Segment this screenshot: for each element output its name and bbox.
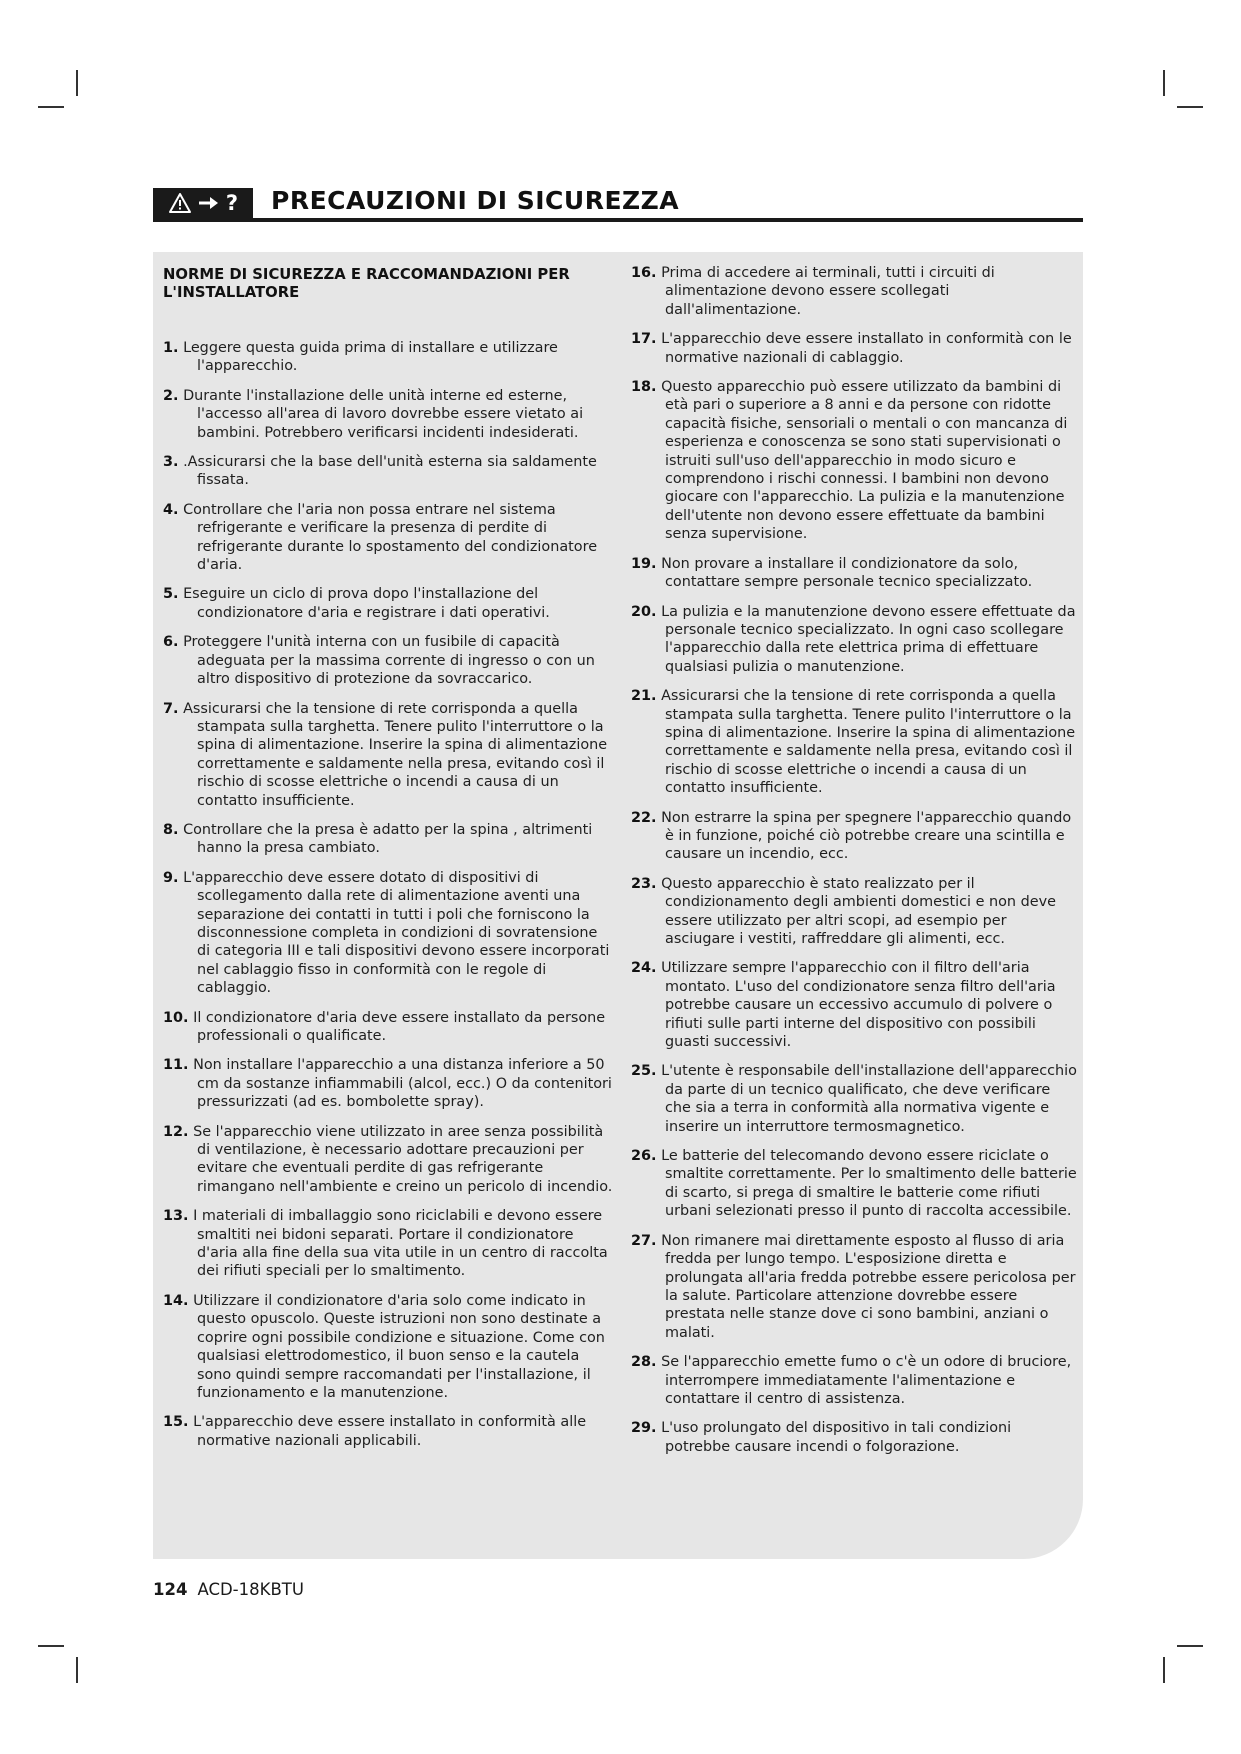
item-text: I materiali di imballaggio sono riciclabili e devono essere smaltiti nei bidoni separati. Portare il condizionatore d'aria alla fine della sua vita utile in un centro di raccolta dei rifiuti speciali per lo smaltimento.: [193, 1208, 608, 1280]
safety-item: [631, 378, 1079, 544]
item-number: 13.: [163, 1208, 189, 1225]
warning-triangle-icon: [168, 192, 192, 214]
item-number: 27.: [631, 1232, 657, 1249]
left-item-list: [163, 339, 615, 1450]
safety-item: [163, 1413, 615, 1450]
item-number: 1.: [163, 340, 179, 356]
safety-item: [631, 687, 1079, 797]
item-text: Non rimanere mai direttamente esposto al flusso di aria fredda per lungo tempo. L'esposizione diretta e prolungata all'aria fredda potrebbe essere pericolosa per la salute. Particolare attenzione dovrebbe essere prestata nelle stanze dove ci sono bambini, anziani o malati.: [661, 1232, 1076, 1341]
crop-mark-bottom-right-h: [1177, 1645, 1203, 1647]
item-number: 14.: [163, 1292, 189, 1309]
item-text: Non installare l'apparecchio a una distanza inferiore a 50 cm da sostanze infiammabili (alcol, ecc.) O da contenitori pressurizzati (ad es. bombolette spray).: [193, 1057, 612, 1111]
item-number: 25.: [631, 1063, 657, 1080]
page-footer: [153, 1580, 304, 1599]
item-number: 4.: [163, 501, 179, 518]
item-number: 24.: [631, 960, 657, 977]
item-number: 18.: [631, 379, 657, 396]
item-text: Leggere questa guida prima di installare e utilizzare l'apparecchio.: [183, 340, 558, 375]
safety-item: [631, 264, 1079, 319]
content-panel: [153, 252, 1083, 1559]
question-mark-icon: ?: [225, 191, 239, 215]
item-text: L'apparecchio deve essere installato in conformità con le normative nazionali di cablaggio.: [661, 331, 1072, 366]
left-column: [163, 252, 615, 1461]
item-text: L'apparecchio deve essere installato in conformità alle normative nazionali applicabili.: [193, 1414, 587, 1449]
model-code: ACD-18KBTU: [197, 1580, 304, 1599]
safety-item: [163, 501, 615, 575]
item-number: 9.: [163, 869, 179, 886]
item-text: Assicurarsi che la tensione di rete corrisponda a quella stampata sulla targhetta. Tenere pulito l'interruttore o la spina di alimentazione. Inserire la spina di alimentazione correttamente e saldamente nella presa, evitando così il rischio di scosse elettriche o incendi a causa di un contatto insufficiente.: [661, 688, 1076, 797]
item-text: Utilizzare il condizionatore d'aria solo come indicato in questo opuscolo. Queste istruzioni non sono destinate a coprire ogni possibile condizione e situazione. Come con qualsiasi elettrodomestico, il buon senso e la cautela sono quindi sempre raccomandati per l'installazione, il funzionamento e la manutenzione.: [193, 1292, 605, 1401]
safety-item: [163, 700, 615, 810]
item-number: 11.: [163, 1057, 189, 1074]
page-number: 124: [153, 1580, 188, 1599]
crop-mark-top-right-v: [1163, 70, 1165, 96]
safety-item: [163, 387, 615, 442]
safety-item: [163, 1207, 615, 1281]
safety-item: [631, 1232, 1079, 1342]
safety-item: [631, 1353, 1079, 1408]
safety-item: [163, 633, 615, 688]
item-number: 16.: [631, 265, 657, 281]
safety-item: [163, 1123, 615, 1197]
item-text: Eseguire un ciclo di prova dopo l'installazione del condizionatore d'aria e registrare i dati operativi.: [183, 586, 550, 621]
header-rule: [153, 218, 1083, 222]
item-text: Se l'apparecchio viene utilizzato in aree senza possibilità di ventilazione, è necessario adottare precauzioni per evitare che eventuali perdite di gas refrigerante rimangano nell'ambiente e creino un pericolo di incendio.: [193, 1123, 613, 1195]
item-text: Assicurarsi che la tensione di rete corrisponda a quella stampata sulla targhetta. Tenere pulito l'interruttore o la spina di alimentazione. Inserire la spina di alimentazione correttamente e saldamente nella presa, evitando così il rischio di scosse elettriche o incendi a causa di un contatto insufficiente.: [183, 700, 608, 809]
item-text: Questo apparecchio può essere utilizzato da bambini di età pari o superiore a 8 anni e da persone con ridotte capacità fisiche, sensoriali o mentali o con mancanza di esperienza e conoscenza se sono stati supervisionati o istruiti sull'uso dell'apparecchio in modo sicuro e comprendono i rischi connessi. I bambini non devono giocare con l'apparecchio. La pulizia e la manutenzione dell'utente non devono essere effettuate da bambini senza supervisione.: [661, 379, 1068, 543]
item-number: 12.: [163, 1123, 189, 1140]
safety-item: [163, 585, 615, 622]
item-number: 17.: [631, 331, 657, 348]
item-text: Utilizzare sempre l'apparecchio con il filtro dell'aria montato. L'uso del condizionatore senza filtro dell'aria potrebbe causare un eccessivo accumulo di polvere o rifiuti sulle parti interne del dispositivo con possibili guasti successivi.: [661, 960, 1056, 1051]
item-text: L'utente è responsabile dell'installazione dell'apparecchio da parte di un tecnico qualificato, che deve verificare che sia a terra in conformità alla normativa vigente e inserire un interruttore termosmagnetico.: [661, 1063, 1077, 1135]
item-number: 5.: [163, 586, 179, 603]
item-number: 2.: [163, 387, 179, 404]
item-number: 7.: [163, 700, 179, 717]
item-number: 6.: [163, 634, 179, 651]
section-title: NORME DI SICUREZZA E RACCOMANDAZIONI PER L'INSTALLATORE: [163, 266, 570, 301]
safety-item: [631, 330, 1079, 367]
safety-item: [163, 821, 615, 858]
item-text: Controllare che la presa è adatto per la spina , altrimenti hanno la presa cambiato.: [183, 821, 593, 857]
item-text: Prima di accedere ai terminali, tutti i circuiti di alimentazione devono essere scollegati dall'alimentazione.: [661, 265, 995, 318]
item-number: 22.: [631, 809, 657, 826]
item-number: 15.: [163, 1414, 189, 1431]
safety-item: [631, 959, 1079, 1051]
item-number: 29.: [631, 1420, 657, 1437]
safety-item: [631, 1147, 1079, 1221]
safety-item: [163, 1009, 615, 1046]
item-number: 20.: [631, 603, 657, 620]
safety-item: [631, 555, 1079, 592]
safety-item: [631, 809, 1079, 864]
safety-item: [631, 603, 1079, 677]
item-text: L'apparecchio deve essere dotato di dispositivi di scollegamento dalla rete di alimentazione aventi una separazione dei contatti in tutti i poli che forniscono la disconnessione completa in condizioni di sovratensione di categoria III e tali dispositivi devono essere incorporati nel cablaggio fisso in conformità con le regole di cablaggio.: [183, 869, 610, 997]
safety-item: [631, 1062, 1079, 1136]
item-text: Il condizionatore d'aria deve essere installato da persone professionali o qualificate.: [193, 1009, 606, 1044]
item-text: Durante l'installazione delle unità interne ed esterne, l'accesso all'area di lavoro dovrebbe essere vietato ai bambini. Potrebbero verificarsi incidenti indesiderati.: [183, 387, 584, 441]
safety-item: [163, 453, 615, 490]
item-text: Se l'apparecchio emette fumo o c'è un odore di bruciore, interrompere immediatamente l'alimentazione e contattare il centro di assistenza.: [661, 1354, 1072, 1407]
safety-item: [631, 1419, 1079, 1456]
crop-mark-top-left-h: [38, 106, 64, 108]
item-text: Controllare che l'aria non possa entrare nel sistema refrigerante e verificare la presenza di perdite di refrigerante durante lo spostamento del condizionatore d'aria.: [183, 501, 598, 574]
crop-mark-bottom-left-v: [76, 1657, 78, 1683]
right-item-list: [631, 264, 1079, 1456]
item-number: 28.: [631, 1354, 657, 1371]
safety-item: [631, 875, 1079, 949]
item-text: Proteggere l'unità interna con un fusibile di capacità adeguata per la massima corrente di ingresso o con un altro dispositivo di protezione da sovraccarico.: [183, 634, 595, 688]
crop-mark-top-left-v: [76, 70, 78, 96]
safety-item: [163, 339, 615, 376]
item-number: 10.: [163, 1009, 189, 1026]
item-number: 8.: [163, 821, 179, 838]
right-column: [631, 252, 1079, 1467]
item-number: 26.: [631, 1148, 657, 1165]
item-text: .Assicurarsi che la base dell'unità esterna sia saldamente fissata.: [183, 454, 597, 489]
item-text: La pulizia e la manutenzione devono essere effettuate da personale tecnico specializzato. In ogni caso scollegare l'apparecchio dalla rete elettrica prima di effettuare qualsiasi pulizia o manutenzione.: [661, 603, 1076, 675]
item-number: 19.: [631, 555, 657, 572]
item-text: Non provare a installare il condizionatore da solo, contattare sempre personale tecnico specializzato.: [661, 555, 1033, 591]
item-text: Questo apparecchio è stato realizzato per il condizionamento degli ambienti domestici e non deve essere utilizzato per altri scopi, ad esempio per asciugare i vestiti, raffreddare gli alimenti, ecc.: [661, 875, 1056, 947]
safety-item: [163, 1292, 615, 1402]
section-header: [153, 188, 1083, 222]
arrow-right-icon: [198, 195, 220, 211]
safety-item: [163, 869, 615, 998]
page-title: PRECAUZIONI DI SICUREZZA: [271, 186, 680, 215]
item-text: L'uso prolungato del dispositivo in tali condizioni potrebbe causare incendi o folgorazione.: [661, 1420, 1012, 1455]
crop-mark-bottom-right-v: [1163, 1657, 1165, 1683]
header-icon-box: [153, 188, 253, 218]
item-text: Non estrarre la spina per spegnere l'apparecchio quando è in funzione, poiché ciò potrebbe creare una scintilla e causare un incendio, ecc.: [661, 809, 1072, 863]
safety-item: [163, 1056, 615, 1111]
item-text: Le batterie del telecomando devono essere riciclate o smaltite correttamente. Per lo smaltimento delle batterie di scarto, si prega di smaltire le batterie come rifiuti urbani selezionati presso il punto di raccolta accessibile.: [661, 1148, 1077, 1220]
item-number: 23.: [631, 875, 657, 892]
crop-mark-bottom-left-h: [38, 1645, 64, 1647]
item-number: 3.: [163, 454, 179, 471]
crop-mark-top-right-h: [1177, 106, 1203, 108]
item-number: 21.: [631, 688, 657, 705]
